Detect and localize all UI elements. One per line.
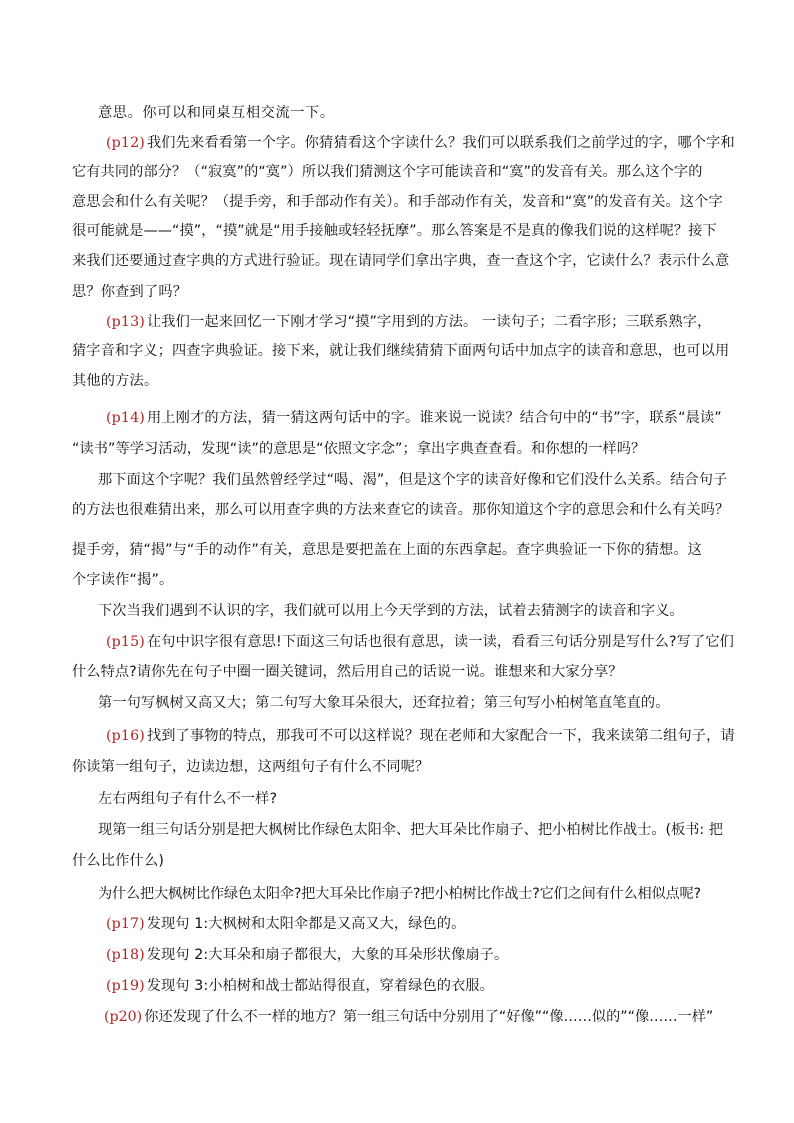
slide-marker: (p15) xyxy=(106,634,145,650)
line-text: 意思。你可以和同桌互相交流一下。 xyxy=(98,105,335,121)
line-text: 发现句 2:大耳朵和扇子都很大，大象的耳朵形状像扇子。 xyxy=(146,947,509,963)
text-line xyxy=(98,601,684,621)
line-text: 其他的方法。 xyxy=(72,373,159,389)
text-line xyxy=(106,312,711,332)
line-text: 你还发现了什么不一样的地方？第一组三句话中分别用了“好像”“像……似的”“像……一样” xyxy=(144,1009,714,1025)
line-text: 猜字音和字义；四查字典验证。接下来，就让我们继续猜猜下面两句话中加点字的读音和意思，也可以用 xyxy=(72,343,730,359)
text-line xyxy=(72,439,645,459)
text-line xyxy=(72,662,623,682)
text-line xyxy=(98,470,727,490)
text-line xyxy=(72,540,702,560)
text-line xyxy=(106,408,722,428)
text-line xyxy=(106,632,734,652)
text-line xyxy=(72,282,187,302)
line-text: 的方法也很难猜出来，那么可以用查字典的方法来查它的读音。那你知道这个字的意思会和什么有关吗？ xyxy=(72,502,730,518)
text-line xyxy=(72,221,717,241)
line-text: 个字读作“揭”。 xyxy=(72,572,174,588)
text-line xyxy=(98,103,335,123)
line-text: 在句中识字很有意思!下面这三句话也很有意思，读一读，看看三句话分别是写什么?写了它们 xyxy=(146,634,734,650)
line-text: 提手旁，猜“揭”与“手的动作”有关，意思是要把盖在上面的东西拿起。查字典验证一下你的猜想。这 xyxy=(72,542,702,558)
line-text: 我们先来看看第一个字。你猜猜看这个字读什么？我们可以联系我们之前学过的字，哪个字和 xyxy=(146,135,735,151)
text-line xyxy=(72,500,729,520)
slide-marker: (p13) xyxy=(106,314,145,330)
text-line xyxy=(72,162,703,182)
slide-marker: (p18) xyxy=(106,947,145,963)
line-text: 你读第一组句子，边读边想，这两组句子有什么不同呢？ xyxy=(72,759,430,775)
line-text: 很可能就是——“摸”，“摸”就是“用手接触或轻轻抚摩”。那么答案是不是真的像我们说的这样呢？接下 xyxy=(72,223,717,239)
line-text: 发现句 3:小柏树和战士都站得很直，穿着绿色的衣服。 xyxy=(146,978,494,994)
line-text: 下次当我们遇到不认识的字，我们就可以用上今天学到的方法，试着去猜测字的读音和字义。 xyxy=(98,603,684,619)
line-text: 用上刚才的方法，猜一猜这两句话中的字。谁来说一说读？结合句中的“书”字，联系“晨读” xyxy=(146,410,722,426)
line-text: “读书”等学习活动，发现“读”的意思是“依照文字念”；拿出字典查查看。和你想的一样吗？ xyxy=(72,441,646,457)
line-text: 什么特点?请你先在句子中圈一圈关键词，然后用自己的话说一说。谁想来和大家分享？ xyxy=(72,664,623,680)
text-line xyxy=(72,341,729,361)
text-line xyxy=(106,726,735,746)
text-line xyxy=(72,251,729,271)
text-line xyxy=(106,133,735,153)
slide-marker: (p12) xyxy=(106,135,145,151)
slide-marker: (p14) xyxy=(106,410,145,426)
line-text: 那下面这个字呢？我们虽然曾经学过“喝、渴”，但是这个字的读音好像和它们没什么关系。结合句子 xyxy=(98,472,728,488)
line-text: 意思会和什么有关呢？（提手旁，和手部动作有关）。和手部动作有关，发音和“寞”的发音有关。这个字 xyxy=(72,194,723,210)
line-text: 为什么把大枫树比作绿色太阳伞?把大耳朵比作扇子?把小柏树比作战士?它们之间有什么相似点呢? xyxy=(98,886,701,902)
line-text: 它有共同的部分？（“寂寞”的“寞”）所以我们猜测这个字可能读音和“寞”的发音有关。那么这个字的 xyxy=(72,164,703,180)
slide-marker: (p17) xyxy=(106,916,145,932)
line-text: 第一句写枫树又高又大；第二句写大象耳朵很大，还耷拉着；第三句写小柏树笔直笔直的。 xyxy=(98,695,670,711)
text-line xyxy=(106,976,494,996)
text-line xyxy=(72,192,723,212)
line-text: 找到了事物的特点，那我可不可以这样说？现在老师和大家配合一下，我来读第二组句子，请 xyxy=(146,728,735,744)
line-text: 发现句 1:大枫树和太阳伞都是又高又大，绿色的。 xyxy=(146,916,466,932)
text-line xyxy=(98,789,277,809)
text-line xyxy=(72,851,164,871)
text-line xyxy=(98,884,701,904)
line-text: 左右两组句子有什么不一样? xyxy=(98,791,278,807)
text-line xyxy=(72,757,429,777)
slide-marker: (p16) xyxy=(106,728,145,744)
text-line xyxy=(106,945,508,965)
line-text: 现第一组三句话分别是把大枫树比作绿色太阳伞、把大耳朵比作扇子、把小柏树比作战士。(板书: 把 xyxy=(98,822,723,838)
slide-marker: (p20) xyxy=(104,1009,143,1025)
line-text: 什么比作什么) xyxy=(72,853,165,869)
text-line xyxy=(72,570,173,590)
text-line xyxy=(104,1007,713,1027)
text-line xyxy=(98,693,670,713)
line-text: 思？你查到了吗？ xyxy=(72,284,188,300)
line-text: 来我们还要通过查字典的方式进行验证。现在请同学们拿出字典，查一查这个字，它读什么？表示什么意 xyxy=(72,253,730,269)
slide-marker: (p19) xyxy=(106,978,145,994)
text-line xyxy=(106,914,465,934)
text-line xyxy=(72,371,158,391)
text-line xyxy=(98,820,723,840)
line-text: 让我们一起来回忆一下刚才学习“摸”字用到的方法。 一读句子；二看字形；三联系熟字， xyxy=(146,314,712,330)
